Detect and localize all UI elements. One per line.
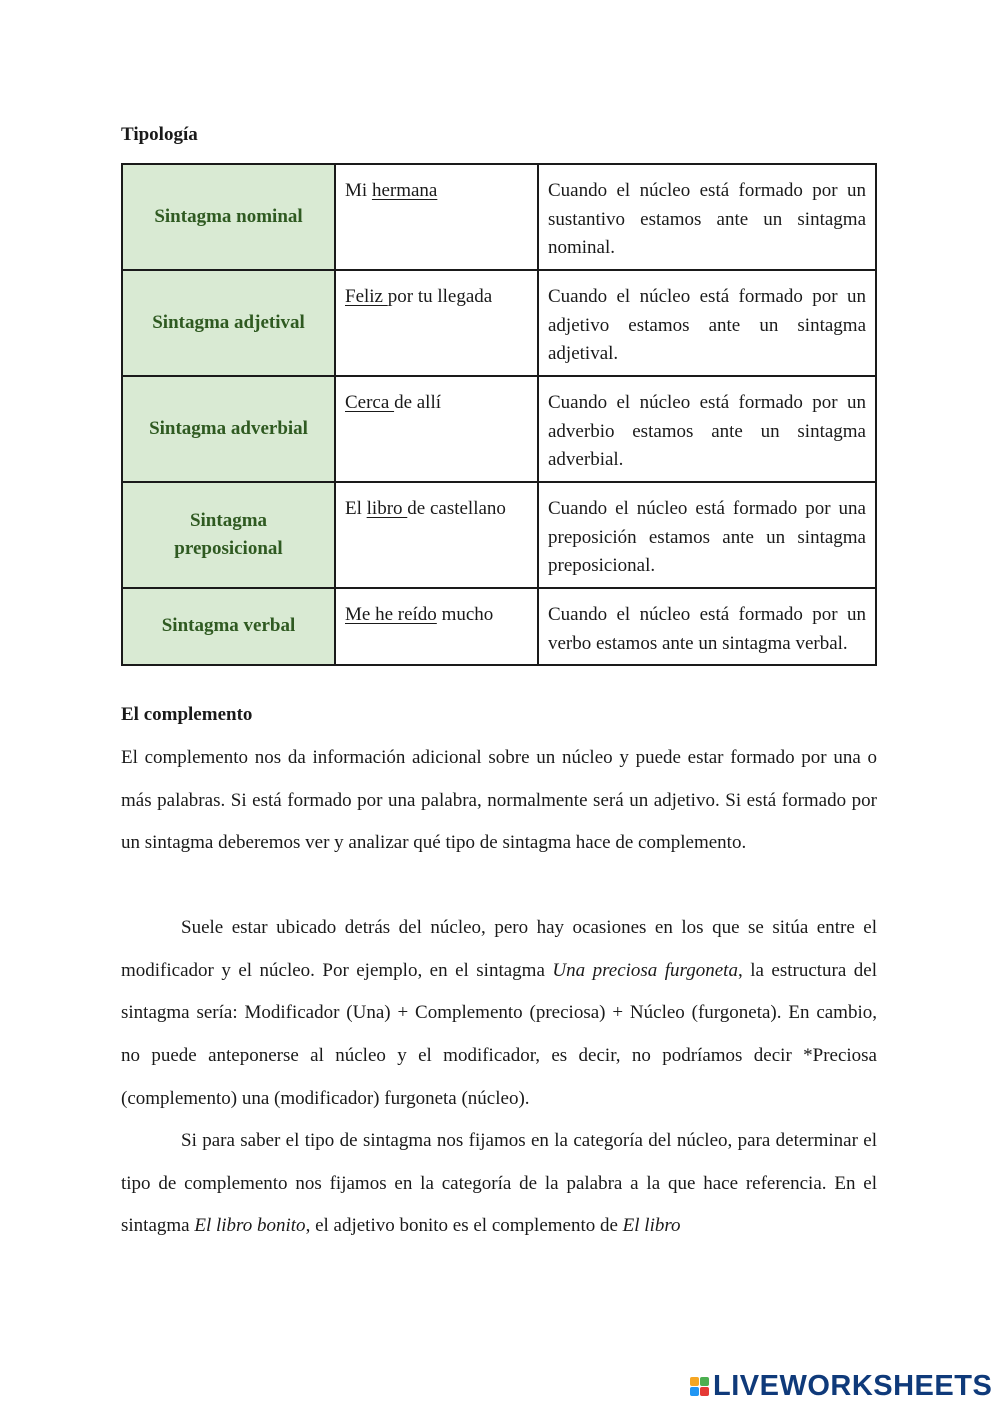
- table-row: [122, 376, 876, 482]
- section-heading-tipologia: Tipología: [121, 124, 198, 145]
- example-cell: [335, 164, 538, 270]
- example-cell: [335, 270, 538, 376]
- description-cell: Cuando el núcleo está formado por una preposición estamos ante un sintagma preposicional.: [538, 482, 876, 588]
- logo-square-icon: [690, 1387, 699, 1396]
- description-cell: Cuando el núcleo está formado por un sustantivo estamos ante un sintagma nominal.: [538, 164, 876, 270]
- paragraph-text: Si para saber el tipo de sintagma nos fijamos en la categoría del núcleo, para determinar el tipo de complemento nos fijamos en la categoría de la palabra a la que hace referencia. En el sintagma: [121, 1130, 877, 1237]
- example-text: mucho: [436, 604, 494, 625]
- example-text: de castellano: [407, 498, 506, 519]
- example-text: de allí: [394, 392, 442, 413]
- paragraph-text: , el adjetivo bonito es el complemento de: [305, 1215, 623, 1237]
- example-cell: [335, 482, 538, 588]
- table-row: [122, 270, 876, 376]
- description-cell: Cuando el núcleo está formado por un verbo estamos ante un sintagma verbal.: [538, 588, 876, 665]
- example-text: por tu llegada: [387, 286, 493, 307]
- paragraph-2: [121, 907, 877, 1121]
- table-row: [122, 482, 876, 588]
- table-row: [122, 588, 876, 665]
- sintagma-types-table: [121, 163, 877, 666]
- logo-square-icon: [700, 1377, 709, 1386]
- sintagma-name-cell: Sintagma verbal: [122, 588, 335, 665]
- paragraph-example: El libro bonito: [194, 1215, 306, 1237]
- example-text: Mi: [345, 180, 372, 201]
- example-nucleus: libro: [366, 498, 408, 519]
- example-nucleus: hermana: [371, 180, 438, 201]
- paragraph-3: [121, 1120, 877, 1248]
- logo-square-icon: [700, 1387, 709, 1396]
- paragraph-1: El complemento nos da información adicional sobre un núcleo y puede estar formado por una o más palabras. Si está formado por una palabra, normalmente será un adjetivo. Si está formado por un sintagma deberemos ver y analizar qué tipo de sintagma hace de complemento.: [121, 747, 877, 854]
- paragraph-text: , la estructura del sintagma sería: Modificador (Una) + Complemento (preciosa) + Núcleo (furgoneta). En cambio, no puede anteponerse al núcleo y el modificador, es decir, no podríamos decir *Preciosa (complemento) una (modificador) furgoneta (núcleo).: [121, 959, 877, 1109]
- paragraph-example: Una preciosa furgoneta: [552, 959, 738, 981]
- description-cell: Cuando el núcleo está formado por un adjetivo estamos ante un sintagma adjetival.: [538, 270, 876, 376]
- example-nucleus: Me he reído: [345, 604, 437, 625]
- sintagma-name-cell: Sintagma adverbial: [122, 376, 335, 482]
- liveworksheets-logo[interactable]: [690, 1370, 992, 1403]
- example-text: El: [345, 498, 367, 519]
- sintagma-name-cell: Sintagma nominal: [122, 164, 335, 270]
- paragraph-text: Suele estar ubicado detrás del núcleo, pero hay ocasiones en los que se sitúa entre el modificador y el núcleo. Por ejemplo, en el sintagma: [121, 917, 877, 981]
- table-row: [122, 164, 876, 270]
- logo-square-icon: [690, 1377, 699, 1386]
- description-cell: Cuando el núcleo está formado por un adverbio estamos ante un sintagma adverbial.: [538, 376, 876, 482]
- logo-text: LIVEWORKSHEETS: [713, 1370, 993, 1402]
- example-nucleus: Cerca: [345, 392, 395, 413]
- example-nucleus: Feliz: [345, 286, 388, 307]
- sintagma-name-cell: Sintagma adjetival: [122, 270, 335, 376]
- liveworksheets-logo-icon: [690, 1377, 709, 1396]
- example-cell: [335, 376, 538, 482]
- section-heading-complemento: El complemento: [121, 704, 253, 725]
- sintagma-name-cell: Sintagma preposicional: [122, 482, 335, 588]
- example-cell: [335, 588, 538, 665]
- paragraph-example: El libro: [622, 1215, 681, 1237]
